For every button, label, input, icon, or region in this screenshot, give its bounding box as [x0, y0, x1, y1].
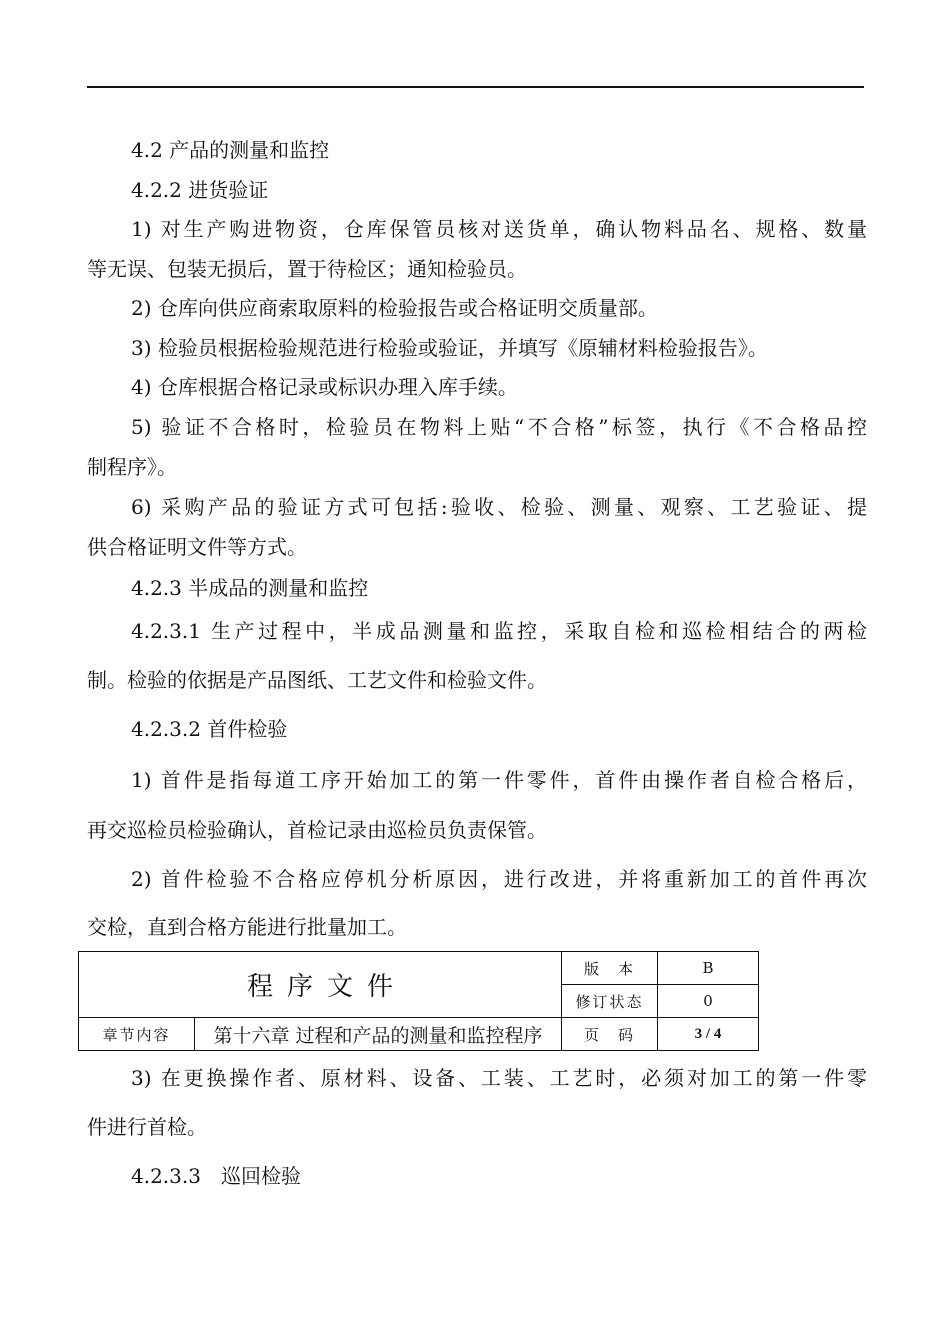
paragraph-line: 1) 对生产购进物资，仓库保管员核对送货单，确认物料品名、规格、数量 [131, 217, 867, 241]
paragraph-line: 5) 验证不合格时，检验员在物料上贴“不合格”标签，执行《不合格品控 [131, 415, 867, 439]
version-value: B [658, 952, 759, 985]
revision-value: 0 [658, 985, 759, 1018]
paragraph-line: 2) 首件检验不合格应停机分析原因，进行改进，并将重新加工的首件再次 [131, 867, 867, 891]
paragraph-line: 等无误、包装无损后，置于待检区；通知检验员。 [87, 257, 527, 281]
heading-4-2-3-2: 4.2.3.2 首件检验 [131, 717, 288, 741]
heading-4-2: 4.2 产品的测量和监控 [131, 138, 330, 162]
doc-title: 程序文件 [79, 952, 562, 1018]
chapter-label: 章节内容 [79, 1018, 195, 1051]
paragraph-line: 3) 在更换操作者、原材料、设备、工装、工艺时，必须对加工的第一件零 [131, 1066, 867, 1090]
page-label: 页 码 [562, 1018, 658, 1051]
paragraph-line: 2) 仓库向供应商索取原料的检验报告或合格证明交质量部。 [131, 296, 658, 320]
paragraph-line: 供合格证明文件等方式。 [87, 535, 307, 559]
revision-label: 修订状态 [562, 985, 658, 1018]
paragraph-line: 制程序》。 [87, 455, 177, 479]
chapter-value: 第十六章 过程和产品的测量和监控程序 [195, 1018, 562, 1051]
document-header-table [78, 951, 759, 1051]
paragraph-line: 交检，直到合格方能进行批量加工。 [87, 915, 407, 939]
paragraph-line: 件进行首检。 [87, 1115, 207, 1139]
heading-4-2-3-3: 4.2.3.3 巡回检验 [131, 1164, 301, 1188]
paragraph-line: 4) 仓库根据合格记录或标识办理入库手续。 [131, 375, 518, 399]
paragraph-line: 6) 采购产品的验证方式可包括:验收、检验、测量、观察、工艺验证、提 [131, 495, 867, 519]
paragraph-line: 1) 首件是指每道工序开始加工的第一件零件，首件由操作者自检合格后， [131, 768, 867, 792]
paragraph-line: 再交巡检员检验确认，首检记录由巡检员负责保管。 [87, 818, 547, 842]
paragraph-line: 制。检验的依据是产品图纸、工艺文件和检验文件。 [87, 668, 547, 692]
page-number: 3 / 4 [658, 1018, 759, 1051]
heading-4-2-3: 4.2.3 半成品的测量和监控 [131, 576, 369, 600]
paragraph-line: 4.2.3.1 生产过程中，半成品测量和监控，采取自检和巡检相结合的两检 [131, 619, 867, 643]
version-label: 版 本 [562, 952, 658, 985]
paragraph-line: 3) 检验员根据检验规范进行检验或验证，并填写《原辅材料检验报告》。 [131, 336, 768, 360]
top-rule [87, 86, 864, 88]
heading-4-2-2: 4.2.2 进货验证 [131, 178, 269, 202]
